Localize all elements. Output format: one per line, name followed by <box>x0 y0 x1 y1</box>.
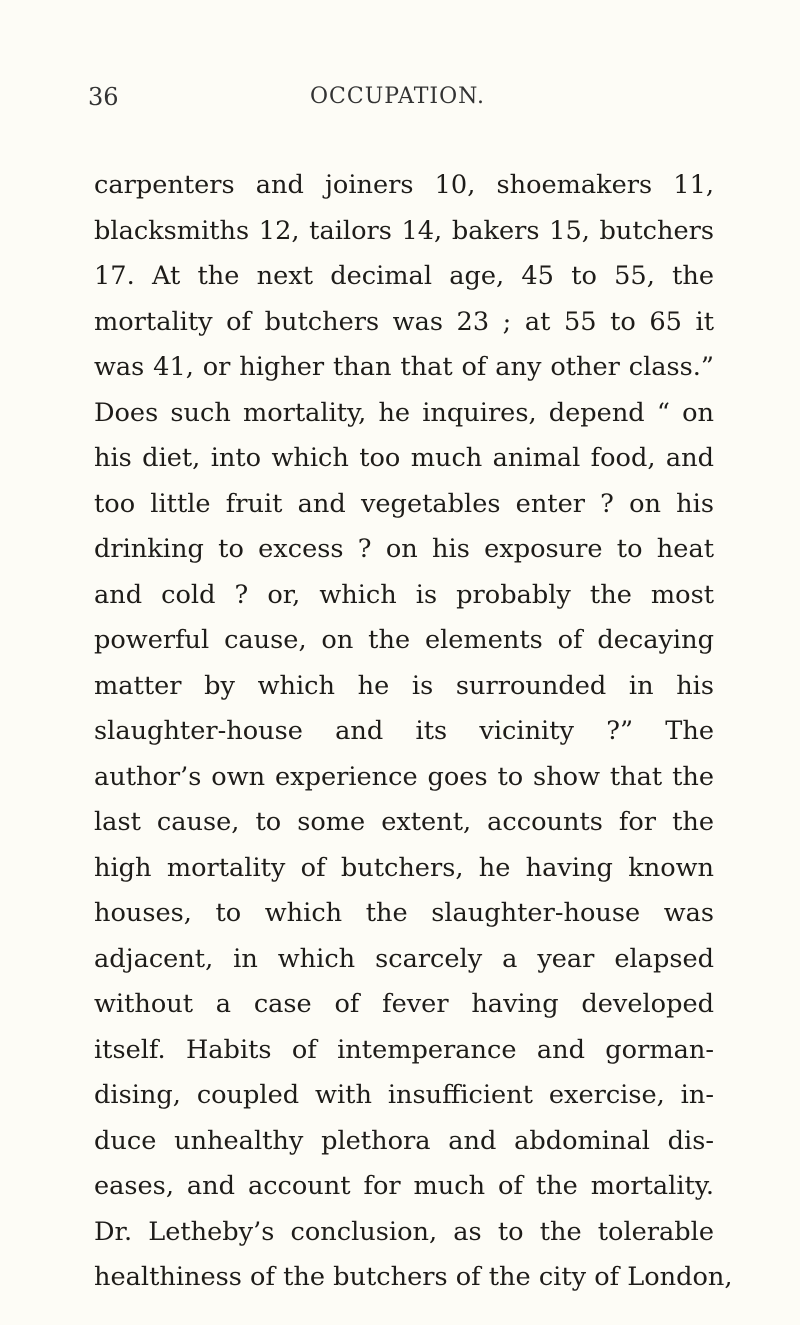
text-line: high mortality of butchers, he having known <box>94 852 714 883</box>
text-line: too little fruit and vegetables enter ? on his <box>94 488 714 519</box>
text-line: dising, coupled with insufficient exercise, in- <box>94 1080 714 1110</box>
text-line: was 41, or higher than that of any other class.” <box>94 352 714 382</box>
text-line: his diet, into which too much animal food, and <box>94 443 714 473</box>
text-line: drinking to excess ? on his exposure to heat <box>94 534 714 564</box>
text-line: mortality of butchers was 23 ; at 55 to 65 it <box>94 306 714 337</box>
text-line: without a case of fever having developed <box>94 989 714 1019</box>
text-line: Dr. Letheby’s conclusion, as to the tolerable <box>94 1216 714 1247</box>
text-line: matter by which he is surrounded in his <box>94 670 714 701</box>
text-line: and cold ? or, which is probably the most <box>94 579 714 610</box>
text-line: carpenters and joiners 10, shoemakers 11, <box>94 170 714 200</box>
text-line: last cause, to some extent, accounts for the <box>94 807 714 837</box>
text-line: houses, to which the slaughter-house was <box>94 898 714 928</box>
text-line: eases, and account for much of the mortality. <box>94 1171 714 1201</box>
text-line: itself. Habits of intemperance and gorman- <box>94 1034 714 1065</box>
text-line: powerful cause, on the elements of decaying <box>94 625 714 655</box>
text-line: 17. At the next decimal age, 45 to 55, the <box>94 261 714 291</box>
page-number: 36 <box>88 83 119 111</box>
text-line: Does such mortality, he inquires, depend “ on <box>94 397 714 428</box>
page-header <box>88 82 728 122</box>
text-line: slaughter-house and its vicinity ?” The <box>94 716 714 746</box>
text-line: blacksmiths 12, tailors 14, bakers 15, butchers <box>94 215 714 246</box>
running-head: OCCUPATION. <box>310 84 485 109</box>
body-text <box>94 167 733 1305</box>
text-line: adjacent, in which scarcely a year elapsed <box>94 943 714 974</box>
text-line: duce unhealthy plethora and abdominal dis- <box>94 1125 714 1156</box>
text-line: author’s own experience goes to show that the <box>94 761 714 792</box>
text-line: healthiness of the butchers of the city of London, <box>94 1262 733 1292</box>
